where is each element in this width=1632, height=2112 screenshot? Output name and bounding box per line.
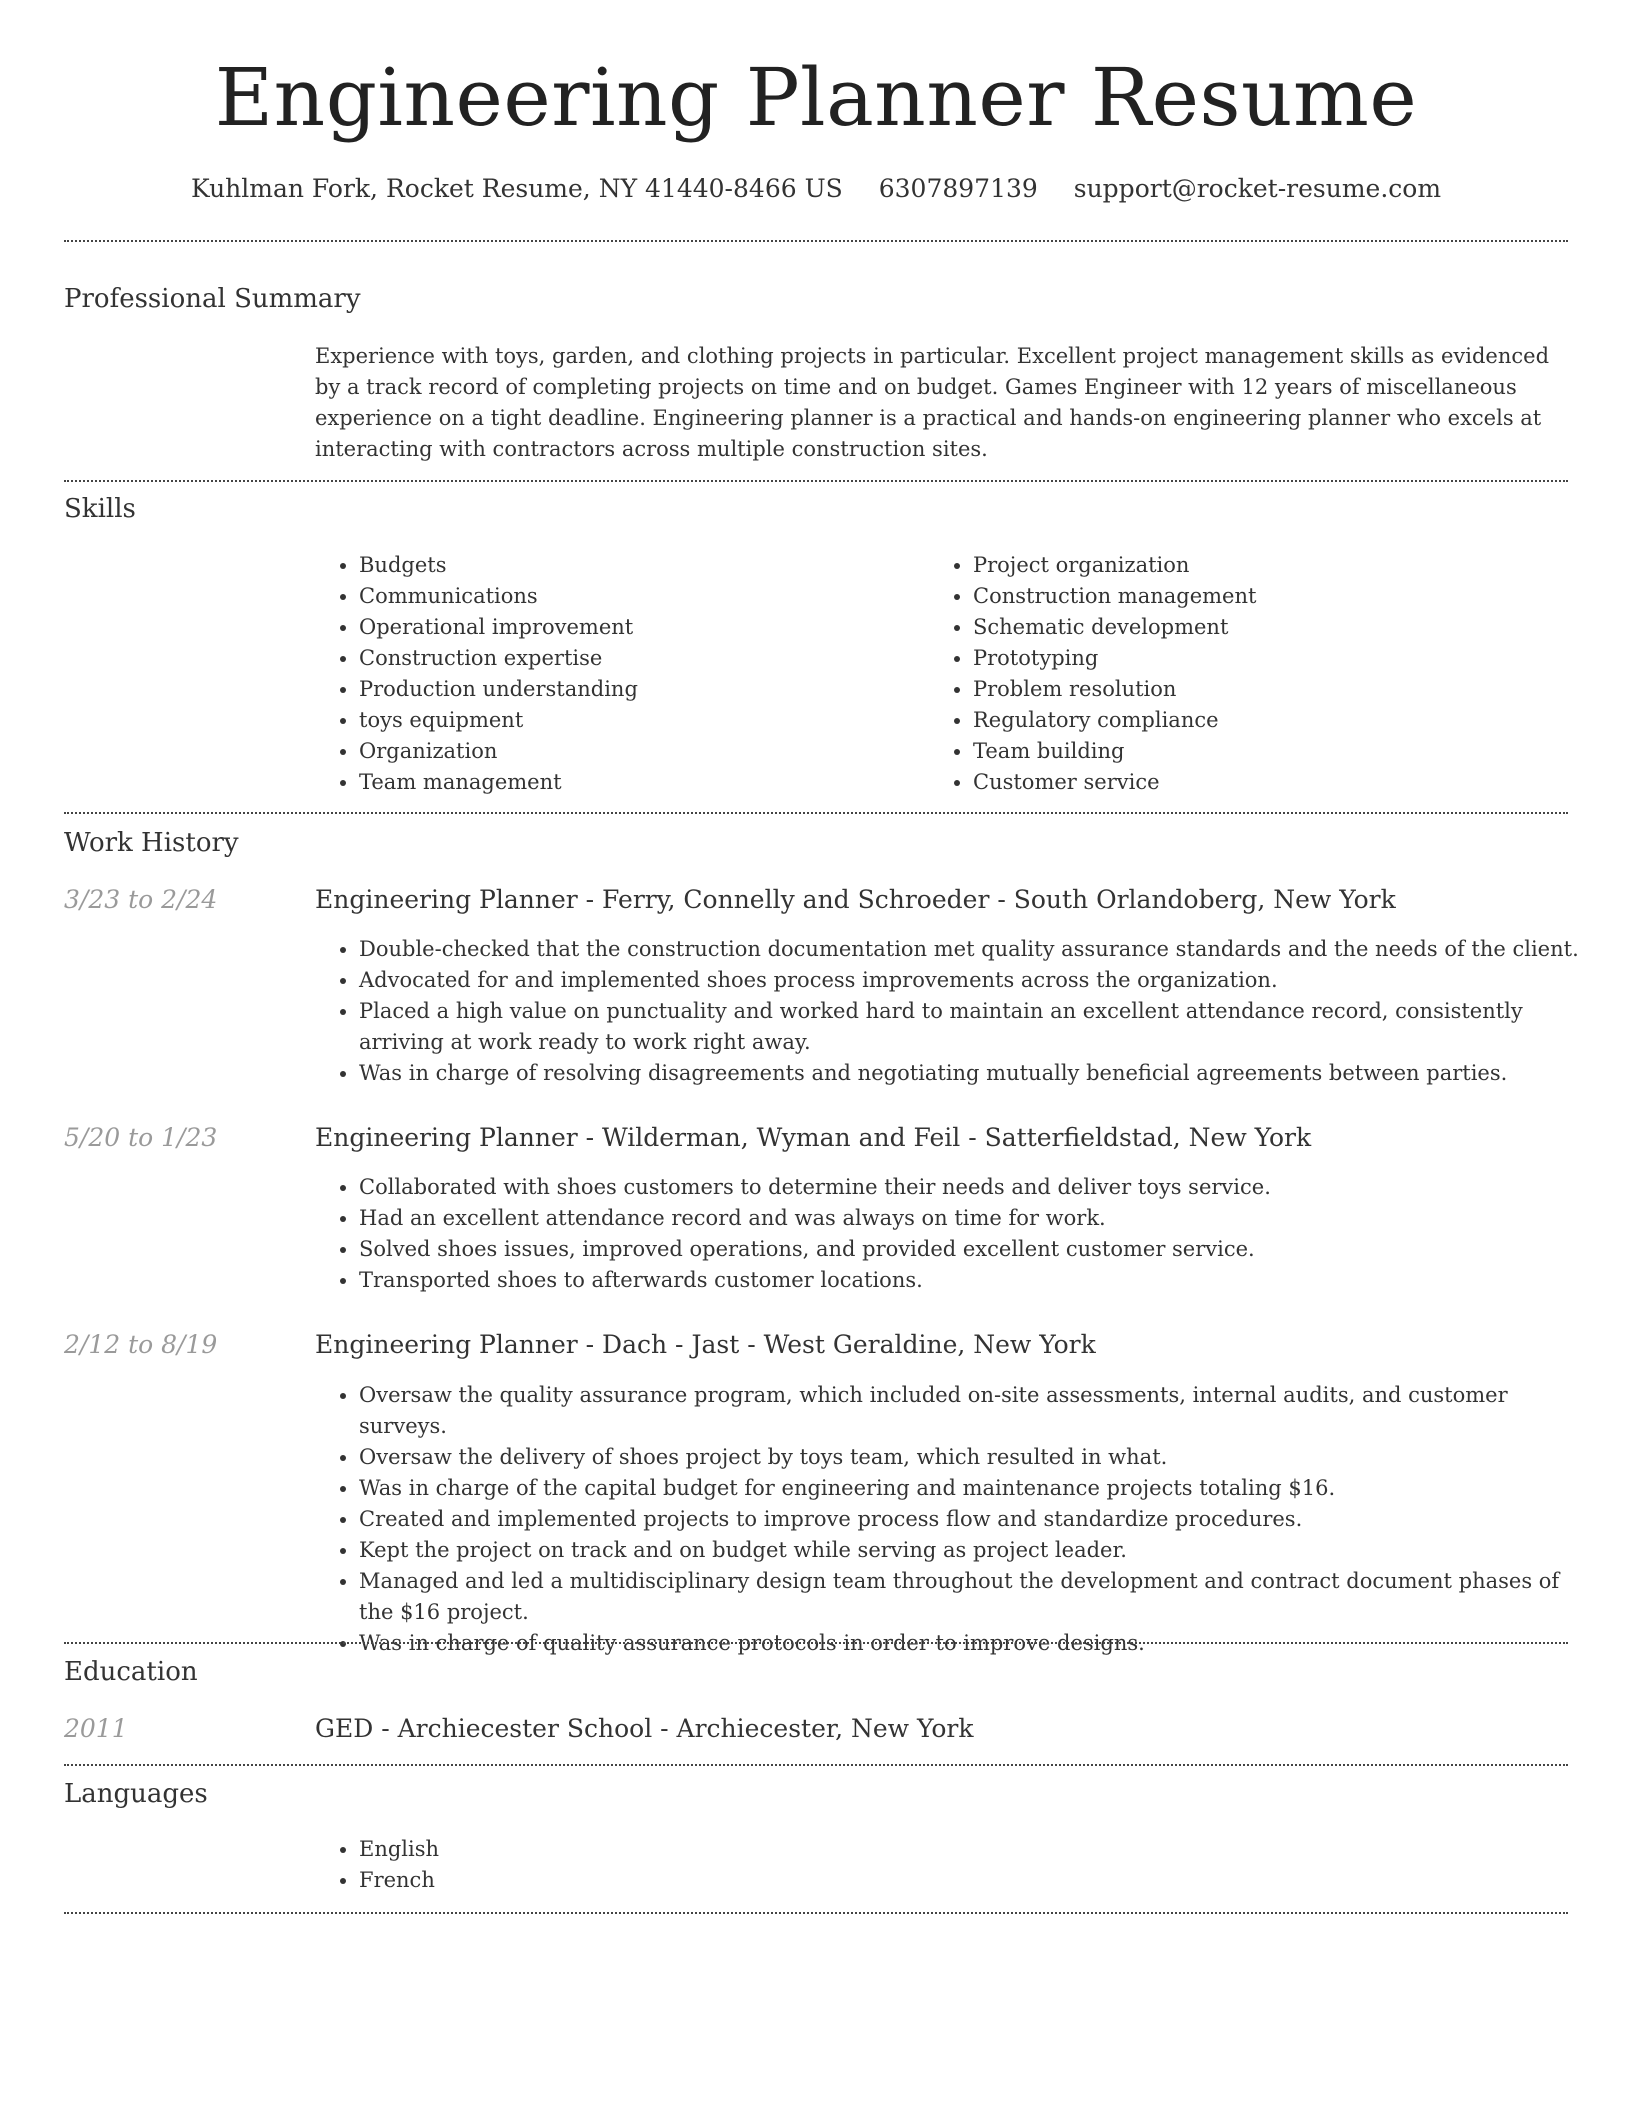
education-year: 2011 <box>64 1714 128 1743</box>
list-item: • Transported shoes to afterwards customer locations. <box>359 1265 1589 1296</box>
education-entry: GED - Archiecester School - Archiecester, New York <box>315 1714 974 1743</box>
job-dates: 3/23 to 2/24 <box>64 885 218 914</box>
list-item: • Operational improvement <box>359 612 919 643</box>
list-item: • Kept the project on track and on budget while serving as project leader. <box>359 1535 1589 1566</box>
list-item: • Organization <box>359 736 919 767</box>
list-item: • Managed and led a multidisciplinary design team throughout the development and contract document phases of the $16 project. <box>359 1566 1589 1628</box>
education-heading: Education <box>64 1657 198 1687</box>
list-item: • Advocated for and implemented shoes process improvements across the organization. <box>359 965 1589 996</box>
list-item: • Regulatory compliance <box>973 705 1573 736</box>
job-bullets <box>315 934 1589 1089</box>
contact-phone: 6307897139 <box>878 174 1038 203</box>
job-bullets <box>315 1172 1589 1296</box>
list-item: • Problem resolution <box>973 674 1573 705</box>
languages-heading: Languages <box>64 1779 208 1809</box>
job-bullets <box>315 1380 1589 1659</box>
resume-title: Engineering Planner Resume <box>214 51 1418 144</box>
list-item: • Collaborated with shoes customers to determine their needs and deliver toys service. <box>359 1172 1589 1203</box>
skills-list-left <box>315 550 919 798</box>
summary-text: Experience with toys, garden, and clothing projects in particular. Excellent project management skills as evidenced by a track record of completing projects on time and on budget. Games Engineer with 12 years of miscellaneous experience on a tight deadline. Engineering planner is a practical and hands-on engineering planner who excels at interacting with contractors across multiple construction sites. <box>315 344 1550 461</box>
contact-email: support@rocket-resume.com <box>1073 174 1442 203</box>
list-item: • Project organization <box>973 550 1573 581</box>
list-item: • Double-checked that the construction documentation met quality assurance standards and the needs of the client. <box>359 934 1589 965</box>
work-heading: Work History <box>64 828 239 858</box>
list-item: • Prototyping <box>973 643 1573 674</box>
skills-heading: Skills <box>64 494 136 524</box>
job-title: Engineering Planner - Wilderman, Wyman and Feil - Satterfieldstad, New York <box>315 1123 1312 1152</box>
job-dates: 2/12 to 8/19 <box>64 1330 218 1359</box>
list-item: • Had an excellent attendance record and was always on time for work. <box>359 1203 1589 1234</box>
list-item: • French <box>359 1865 959 1896</box>
list-item: • Oversaw the quality assurance program, which included on-site assessments, internal audits, and customer surveys. <box>359 1380 1589 1442</box>
list-item: • Production understanding <box>359 674 919 705</box>
divider <box>64 240 1568 242</box>
list-item: • Communications <box>359 581 919 612</box>
list-item: • Oversaw the delivery of shoes project by toys team, which resulted in what. <box>359 1442 1589 1473</box>
list-item: • Was in charge of the capital budget for engineering and maintenance projects totaling $16. <box>359 1473 1589 1504</box>
list-item: • Customer service <box>973 767 1573 798</box>
divider <box>64 1912 1568 1914</box>
list-item: • Team management <box>359 767 919 798</box>
list-item: • toys equipment <box>359 705 919 736</box>
job-dates: 5/20 to 1/23 <box>64 1123 218 1152</box>
list-item: • Placed a high value on punctuality and worked hard to maintain an excellent attendance record, consistently arriving at work ready to work right away. <box>359 996 1589 1058</box>
contact-line <box>0 172 1632 206</box>
skills-list-right <box>929 550 1573 798</box>
divider <box>64 480 1568 482</box>
job-title: Engineering Planner - Dach - Jast - West Geraldine, New York <box>315 1330 1096 1359</box>
list-item: • Schematic development <box>973 612 1573 643</box>
list-item: • Team building <box>973 736 1573 767</box>
list-item: • Construction expertise <box>359 643 919 674</box>
job-title: Engineering Planner - Ferry, Connelly and Schroeder - South Orlandoberg, New York <box>315 885 1396 914</box>
list-item: • Solved shoes issues, improved operations, and provided excellent customer service. <box>359 1234 1589 1265</box>
divider <box>64 812 1568 814</box>
languages-list <box>315 1834 959 1896</box>
divider <box>64 1764 1568 1766</box>
list-item: • Created and implemented projects to improve process flow and standardize procedures. <box>359 1504 1589 1535</box>
list-item: • Budgets <box>359 550 919 581</box>
summary-heading: Professional Summary <box>64 284 361 314</box>
list-item: • Construction management <box>973 581 1573 612</box>
list-item: • Was in charge of quality assurance protocols in order to improve designs. <box>359 1628 1589 1659</box>
divider <box>64 1642 1568 1644</box>
list-item: • Was in charge of resolving disagreements and negotiating mutually beneficial agreements between parties. <box>359 1058 1589 1089</box>
contact-address: Kuhlman Fork, Rocket Resume, NY 41440-8466 US <box>190 174 843 203</box>
list-item: • English <box>359 1834 959 1865</box>
